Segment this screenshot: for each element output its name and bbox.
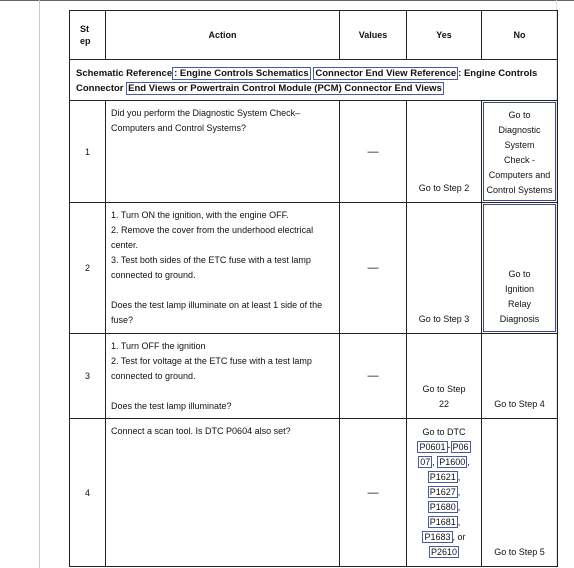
header-yes: Yes (407, 11, 482, 60)
dtc-p1627-link[interactable]: P1627 (429, 487, 456, 497)
action-step-1: 1. Turn ON the ignition, with the engine OFF. (111, 210, 289, 220)
dtc-p1680-link[interactable]: P1680 (429, 502, 456, 512)
action-question: Does the test lamp illuminate on at least 1 side of the fuse? (111, 300, 323, 325)
action-cell (106, 101, 340, 203)
action-step-2: 2. Test for voltage at the ETC fuse with a test lamp connected to ground. (111, 356, 312, 381)
header-step-line2: ep (80, 36, 91, 46)
dtc-p1600-link[interactable]: P1600 (439, 457, 466, 467)
reference-prefix: Schematic Reference (76, 68, 173, 79)
values-cell: — (340, 419, 407, 567)
schematic-reference (70, 60, 558, 101)
yes-cell: Go to DTC P0601 - P06 07 , P1600 , P1621 , P1627 , P1680 , P1681 , P1683 , or P2610 (407, 419, 482, 567)
pcm-connector-end-views-link[interactable]: End Views or Powertrain Control Module (PCM) Connector End Views (128, 83, 442, 94)
table-row (70, 203, 558, 334)
no-link[interactable]: Go to Step 4 (482, 334, 558, 419)
action-step-2: 2. Remove the cover from the underhood electrical center. (111, 225, 314, 250)
step-number: 1 (70, 101, 106, 203)
dtc-p1683-link[interactable]: P1683 (424, 532, 451, 542)
yes-link[interactable]: Go to Step 2 (407, 101, 482, 203)
engine-controls-schematics-link[interactable]: : Engine Controls Schematics (174, 68, 309, 79)
action-question: Did you perform the Diagnostic System Check–Computers and Control Systems? (111, 108, 301, 133)
action-question: Connect a scan tool. Is DTC P0604 also set? (111, 426, 291, 436)
header-values: Values (340, 11, 407, 60)
connector-end-view-reference-link[interactable]: Connector End View Reference (315, 68, 457, 79)
window-top-rule (0, 0, 574, 1)
action-cell (106, 334, 340, 419)
step-number: 4 (70, 419, 106, 567)
no-cell (482, 101, 558, 203)
action-question: Does the test lamp illuminate? (111, 401, 232, 411)
no-link[interactable]: Go to Step 5 (482, 419, 558, 567)
reference-row (70, 60, 558, 101)
action-cell (106, 419, 340, 567)
table-row (70, 334, 558, 419)
header-step (70, 11, 106, 60)
header-no: No (482, 11, 558, 60)
action-cell (106, 203, 340, 334)
diagnostic-system-check-link[interactable]: Go to Diagnostic System Check - Computers and Control Systems (483, 102, 556, 201)
left-margin-rule (39, 0, 40, 568)
header-row (70, 11, 558, 60)
action-step-3: 3. Test both sides of the ETC fuse with a test lamp connected to ground. (111, 255, 311, 280)
yes-link[interactable]: Go to Step 22 (407, 334, 482, 419)
ignition-relay-diagnosis-link[interactable]: Go to Ignition Relay Diagnosis (483, 204, 556, 332)
step-number: 2 (70, 203, 106, 334)
table-row (70, 101, 558, 203)
header-step-line1: St (80, 24, 89, 34)
dtc-p1681-link[interactable]: P1681 (429, 517, 456, 527)
values-cell: — (340, 203, 407, 334)
values-cell: — (340, 101, 407, 203)
values-cell: — (340, 334, 407, 419)
action-step-1: 1. Turn OFF the ignition (111, 341, 206, 351)
dtc-p2610-link[interactable]: P2610 (430, 547, 458, 557)
dtc-prefix: Go to DTC (422, 427, 466, 437)
diagnostic-table (69, 10, 558, 567)
reference-text: : Engine Controls Connector (76, 68, 538, 94)
yes-link[interactable]: Go to Step 3 (407, 203, 482, 334)
dtc-p1621-link[interactable]: P1621 (429, 472, 456, 482)
table-row (70, 419, 558, 567)
dtc-p0601-link[interactable]: P0601 (419, 442, 446, 452)
header-action: Action (106, 11, 340, 60)
dtc-p0607-link-part2[interactable]: 07 (420, 457, 431, 467)
step-number: 3 (70, 334, 106, 419)
dtc-p0607-link-part1[interactable]: P06 (452, 442, 469, 452)
no-cell (482, 203, 558, 334)
